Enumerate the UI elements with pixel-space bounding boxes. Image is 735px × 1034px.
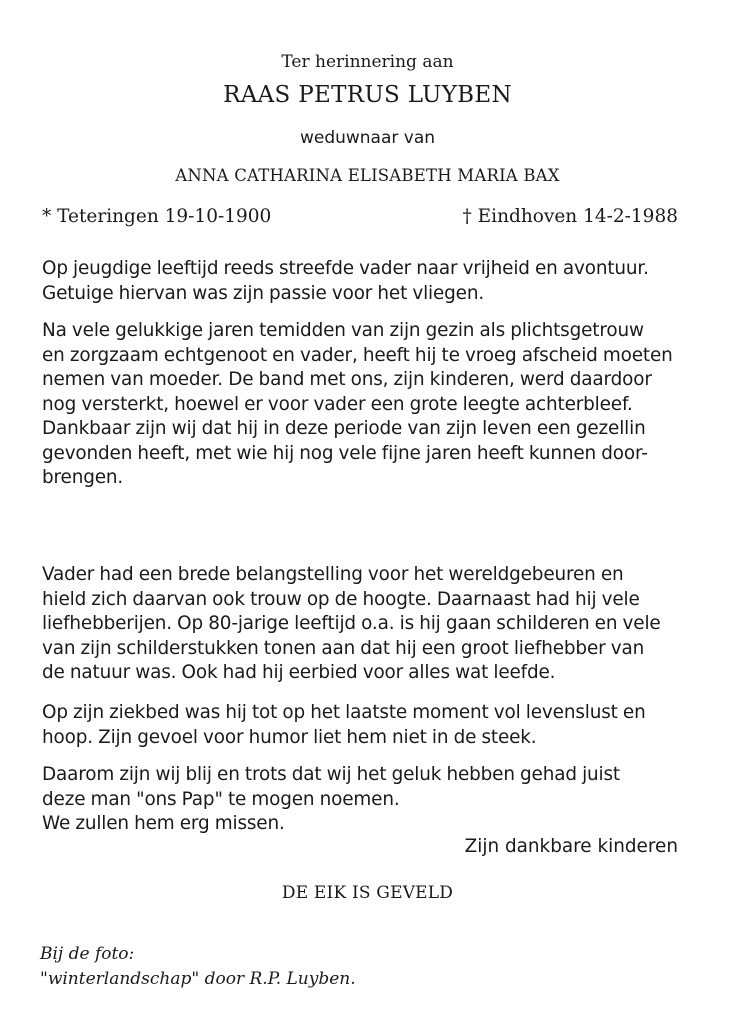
paragraph-line: Dankbaar zijn wij dat hij in deze periode van zijn leven een gezellin xyxy=(42,418,646,439)
paragraph-line: Vader had een brede belangstelling voor het wereldgebeuren en xyxy=(42,564,624,585)
paragraph-line: hield zich daarvan ook trouw op de hoogte. Daarnaast had hij vele xyxy=(42,588,640,610)
birth-date: * Teteringen 19-10-1900 xyxy=(42,206,272,227)
photo-note-caption: "winterlandschap" door R.P. Luyben. xyxy=(40,969,356,989)
paragraph-youth xyxy=(42,257,680,306)
photo-note-label: Bij de foto: xyxy=(40,944,135,964)
deceased-name: RAAS PETRUS LUYBEN xyxy=(223,82,512,108)
spouse-name: ANNA CATHARINA ELISABETH MARIA BAX xyxy=(175,166,560,185)
paragraph-line: en zorgzaam echtgenoot en vader, heeft hij te vroeg afscheid moeten xyxy=(42,344,673,366)
paragraph-line: de natuur was. Ook had hij eerbied voor alles wat leefde. xyxy=(42,662,556,683)
paragraph-gratitude xyxy=(42,763,680,837)
paragraph-line: We zullen hem erg missen. xyxy=(42,813,285,834)
paragraph-line: Op zijn ziekbed was hij tot op het laatste moment vol levenslust en xyxy=(42,702,646,723)
paragraph-line: deze man "ons Pap" te mogen noemen. xyxy=(42,788,400,810)
relation-text: weduwnaar van xyxy=(299,128,436,148)
paragraph-line: Na vele gelukkige jaren temidden van zijn gezin als plichtsgetrouw xyxy=(42,320,644,341)
paragraph-line: brengen. xyxy=(42,467,124,488)
paragraph-line: nog versterkt, hoewel er voor vader een grote leegte achterbleef. xyxy=(42,393,633,415)
paragraph-line: nemen van moeder. De band met ons, zijn kinderen, werd daardoor xyxy=(42,369,652,390)
death-date: † Eindhoven 14-2-1988 xyxy=(462,206,678,227)
paragraph-family xyxy=(42,319,680,491)
paragraph-line: gevonden heeft, met wie hij nog vele fijne jaren heeft kunnen door- xyxy=(42,442,648,464)
intro-text: Ter herinnering aan xyxy=(281,52,454,72)
paragraph-line: van zijn schilderstukken tonen aan dat hij een groot liefhebber van xyxy=(42,637,645,659)
paragraph-line: Op jeugdige leeftijd reeds streefde vader naar vrijheid en avontuur. xyxy=(42,258,649,279)
motto: DE EIK IS GEVELD xyxy=(281,883,454,903)
signature: Zijn dankbare kinderen xyxy=(464,836,678,857)
paragraph-line: Getuige hiervan was zijn passie voor het vliegen. xyxy=(42,282,485,304)
paragraph-line: Daarom zijn wij blij en trots dat wij het geluk hebben gehad juist xyxy=(42,764,620,785)
paragraph-interests xyxy=(42,563,680,686)
paragraph-line: hoop. Zijn gevoel voor humor liet hem niet in de steek. xyxy=(42,726,537,748)
paragraph-sickbed xyxy=(42,701,680,750)
paragraph-line: liefhebberijen. Op 80-jarige leeftijd o.a. is hij gaan schilderen en vele xyxy=(42,613,661,634)
